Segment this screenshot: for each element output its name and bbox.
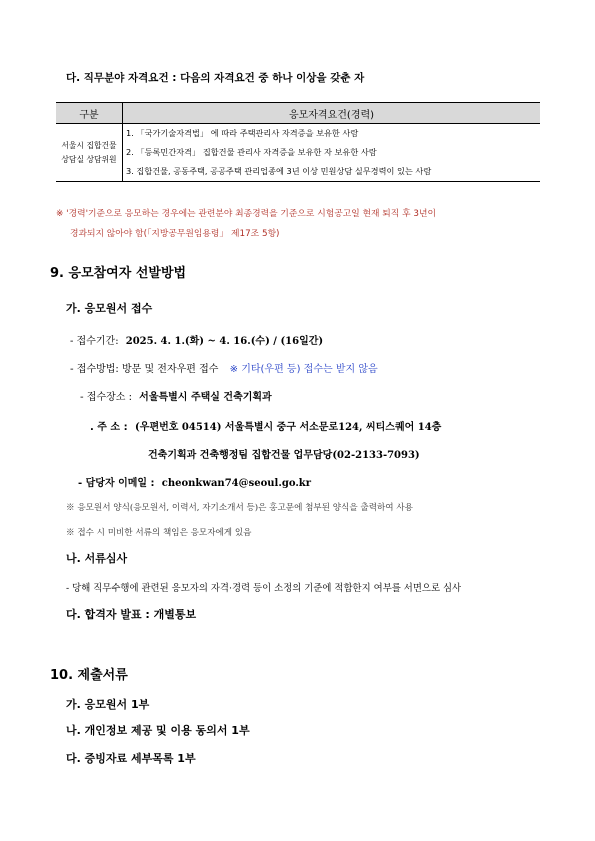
section9-da-title: 다. 합격자 발표 : 개별통보 (66, 608, 197, 621)
email-label: - 담당자 이메일 : (78, 478, 155, 489)
table-cell-category (56, 124, 123, 182)
requirement-item: 3. 집합건물, 공동주택, 공공주택 관리업종에 3년 이상 민원상담 실무경력이 있는 사람 (126, 166, 432, 176)
place-value: 서울특별시 주택실 건축기획과 (139, 392, 272, 403)
place-label: - 접수장소 : (80, 392, 132, 403)
table-header-requirements: 응모자격요건(경력) (123, 103, 541, 124)
responsibility-note: ※ 접수 시 미비한 서류의 책임은 응모자에게 있음 (66, 528, 252, 538)
category-line: 상담실 상담위원 (61, 154, 117, 164)
table-row (56, 124, 540, 182)
table-cell-requirements (123, 124, 541, 182)
requirement-item: 2. 「등록민간자격」 집합건물 관리사 자격증을 보유한 자 보유한 사람 (126, 147, 377, 157)
application-address (90, 418, 441, 433)
method-label: - 접수방법: 방문 및 전자우편 접수 (70, 364, 219, 375)
section9-title: 9. 응모참여자 선발방법 (50, 266, 187, 281)
submission-item: 다. 증빙자료 세부목록 1부 (66, 752, 196, 765)
category-line: 서울시 집합건물 (61, 140, 117, 150)
requirement-item: 1. 「국가기술자격법」 에 따라 주택관리사 자격증을 보유한 사람 (126, 128, 359, 138)
table-header-row (56, 103, 540, 124)
email-value: cheonkwan74@seoul.go.kr (161, 478, 311, 489)
table-header-category: 구분 (56, 103, 123, 124)
submission-item: 가. 응모원서 1부 (66, 698, 150, 711)
address-label: . 주 소 : (90, 422, 128, 433)
section9-ga-title: 가. 응모원서 접수 (66, 302, 153, 315)
application-method (70, 360, 378, 375)
career-note-line1: ※ '경력'기준으로 응모하는 경우에는 관련분야 최종경력을 기준으로 시험공고일 현재 퇴직 후 3년이 (56, 209, 436, 219)
application-place (80, 388, 272, 403)
method-note: ※ 기타(우편 등) 접수는 받지 않음 (229, 364, 378, 375)
contact-email (78, 474, 311, 489)
submission-item: 나. 개인정보 제공 및 이용 동의서 1부 (66, 724, 250, 737)
career-note-line2: 경과되지 않아야 함(「지방공무원임용령」 제17조 5항) (70, 229, 280, 239)
section10-title: 10. 제출서류 (50, 668, 128, 683)
section9-na-title: 나. 서류심사 (66, 552, 128, 565)
period-label: - 접수기간: (70, 336, 119, 347)
period-value: 2025. 4. 1.(화) ~ 4. 16.(수) / (16일간) (125, 336, 324, 347)
address-value: (우편번호 04514) 서울특별시 중구 서소문로124, 씨티스퀘어 14층 (135, 422, 442, 433)
application-period (70, 332, 323, 347)
address-line2: 건축기획과 건축행정팀 집합건물 업무담당(02-2133-7093) (148, 450, 420, 461)
qualification-table (56, 102, 540, 182)
qualification-heading: 다. 직무분야 자격요건 : 다음의 자격요건 중 하나 이상을 갖춘 자 (66, 72, 365, 84)
form-note: ※ 응모원서 양식(응모원서, 이력서, 자기소개서 등)은 홍고문에 첨부된 양식을 출력하여 사용 (66, 503, 413, 513)
document-review-desc: - 당해 직무수행에 관련된 응모자의 자격·경력 등이 소정의 기준에 적합한지 여부를 서면으로 심사 (66, 583, 462, 594)
